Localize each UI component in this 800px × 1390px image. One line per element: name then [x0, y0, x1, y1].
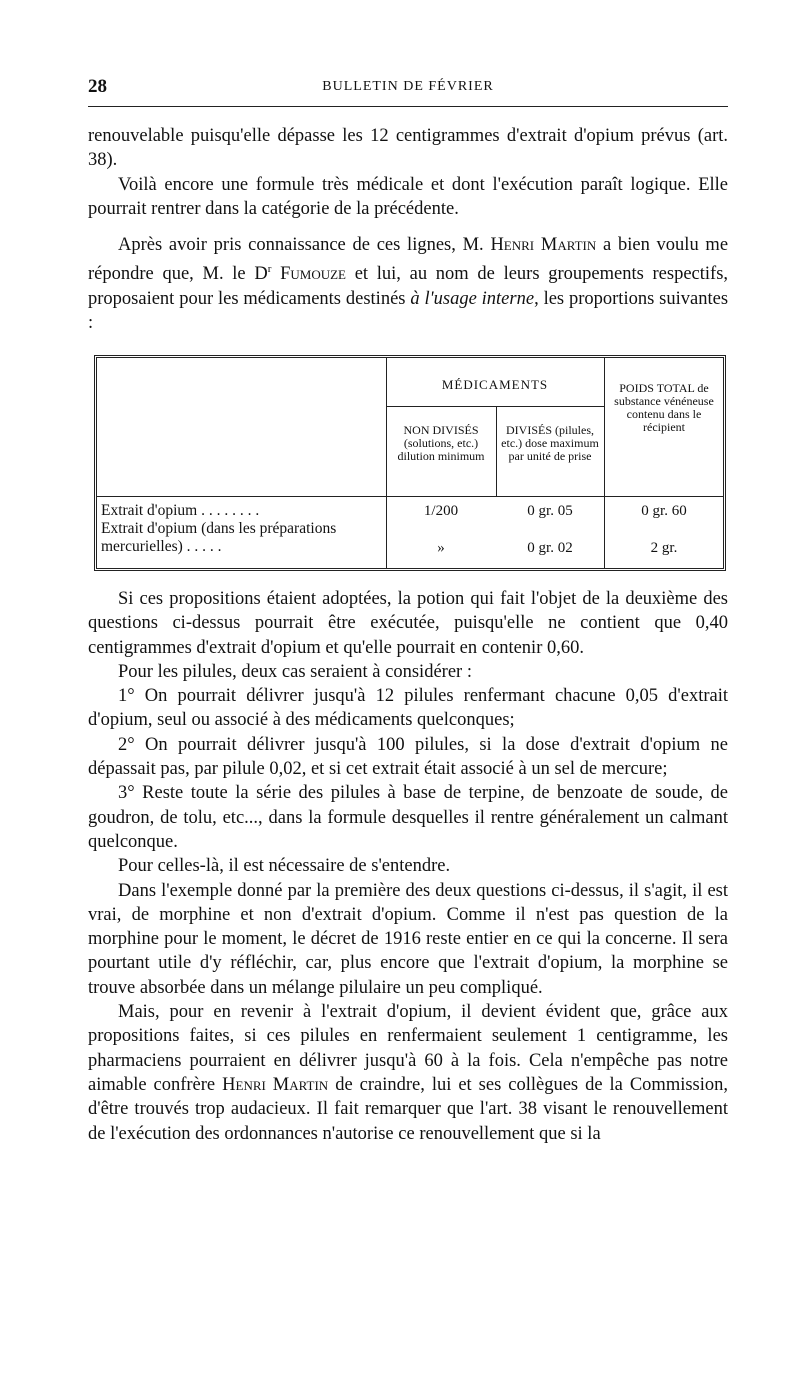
paragraph: 3° Reste toute la série des pilules à base de terpine, de benzoate de soude, de goudron, de tolu, etc..., dans la formule desquelles il rentre généralement un calmant quelconque.	[88, 783, 728, 852]
author-name: Henri Martin	[222, 1074, 329, 1095]
cell-poids-total: 2 gr.	[650, 540, 678, 556]
header-rule	[88, 106, 728, 107]
page-header	[88, 76, 728, 100]
row-label: Extrait d'opium . . . . . . . .	[101, 502, 260, 519]
col-header-non-divises: NON DIVISÉS (solutions, etc.) dilution minimum	[397, 423, 485, 463]
col-header-divises: DIVISÉS (pilules, etc.) dose maximum par unité de prise	[501, 423, 599, 463]
cell-poids-total: 0 gr. 60	[641, 503, 687, 519]
paragraph: Mais, pour en revenir à l'extrait d'opium, il devient évident que, grâce aux propositions faites, si ces pilules en renfermaient seulement 1 centigramme, les pharmaciens pourraient en délivrer jusqu'à 60 à la fois. Cela n'empêche pas notre aimable confrère Henri Martin de craindre, lui et ses collègues de la Commission, d'être trouvés trop audacieux. Il fait remarquer que l'art. 38 visant le renouvellement de l'exécution des ordonnances n'autorise ce renouvellement que si la	[88, 1002, 729, 1144]
author-name: Henri Martin	[490, 235, 597, 256]
paragraph: Dans l'exemple donné par la première des deux questions ci-dessus, il s'agit, il est vrai, de morphine et non d'extrait d'opium. Comme il n'est pas question de la morphine pour le moment, le décret de 1916 reste entier en ce qui la concerne. Il sera pourtant utile d'y réfléchir, car, plus encore que l'extrait d'opium, la morphine se trouve absorbée dans un mélange pilulaire un peu compliqué.	[88, 880, 728, 998]
cell-divises: 0 gr. 05	[527, 503, 573, 519]
body-text	[88, 587, 728, 1146]
paragraph: Pour les pilules, deux cas seraient à considérer :	[118, 661, 472, 682]
paragraph: renouvelable puisqu'elle dépasse les 12 centigrammes d'extrait d'opium prévus (art. 38).	[88, 126, 728, 171]
col-header-poids-total: POIDS TOTAL de substance vénéneuse contenu dans le récipient	[614, 381, 714, 434]
paragraph: Après avoir pris connaissance de ces lignes, M. Henri Martin a bien voulu me répondre que, M. le $D^r$ Fumouze et lui, au nom de leurs groupements respectifs, proposaient pour les médicaments destinés à l'usage interne, les proportions suivantes :	[88, 235, 729, 334]
running-title: BULLETIN DE FÉVRIER	[322, 79, 494, 94]
proportions-table	[94, 355, 726, 571]
paragraph: Pour celles-là, il est nécessaire de s'entendre.	[118, 856, 451, 877]
page-number: 28	[88, 76, 107, 97]
paragraph: Si ces propositions étaient adoptées, la potion qui fait l'objet de la deuxième des questions ci-dessus pourrait être exécutée, puisqu'elle ne contient que 0,40 centigrammes d'extrait d'opium et qu'elle pourrait en contenir 0,60.	[88, 589, 728, 658]
paragraph: 2° On pourrait délivrer jusqu'à 100 pilules, si la dose d'extrait d'opium ne dépassait pas, par pilule 0,02, et si cet extrait était associé à un sel de mercure;	[88, 734, 728, 780]
cell-non-divises: 1/200	[423, 503, 459, 519]
intro-text	[88, 124, 728, 336]
paragraph: Voilà encore une formule très médicale et dont l'exécution paraît logique. Elle pourrait rentrer dans la catégorie de la précédente.	[88, 174, 728, 219]
paragraph: 1° On pourrait délivrer jusqu'à 12 pilules renfermant chacune 0,05 d'extrait d'opium, seul ou associé à des médicaments quelconques;	[88, 686, 728, 731]
cell-non-divises: »	[437, 540, 445, 556]
author-name: Fumouze	[280, 264, 346, 285]
row-label: Extrait d'opium (dans les préparations mercurielles) . . . . .	[101, 520, 337, 555]
cell-divises: 0 gr. 02	[527, 540, 573, 556]
group-header: MÉDICAMENTS	[441, 377, 549, 392]
